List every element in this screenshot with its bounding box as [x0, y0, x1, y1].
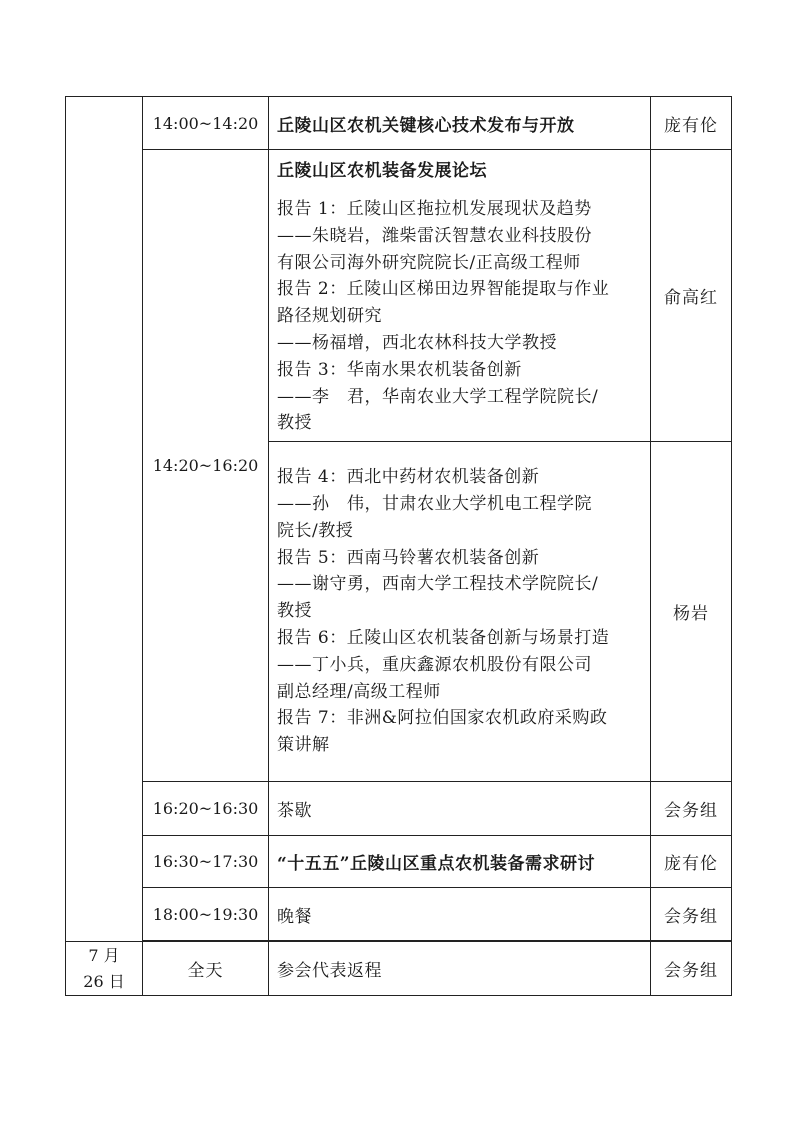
report-line: 报告 7：非洲&阿拉伯国家农机政府采购政 — [277, 708, 608, 729]
host-cell: 杨岩 — [651, 442, 732, 782]
forum-cell-part-b — [269, 442, 651, 782]
time-cell: 16:30~17:30 — [143, 836, 269, 888]
table-row — [66, 150, 732, 442]
date-cell-empty — [66, 97, 143, 942]
table-row — [66, 888, 732, 941]
time-cell: 18:00~19:30 — [143, 888, 269, 941]
time-cell: 16:20~16:30 — [143, 782, 269, 836]
report-line: ——谢守勇，西南大学工程技术学院院长/ — [277, 574, 599, 595]
table-row — [66, 97, 732, 150]
report-line: ——李 君，华南农业大学工程学院院长/ — [277, 386, 599, 407]
report-line: 路径规划研究 — [277, 306, 382, 327]
date-day: 26 日 — [83, 971, 125, 991]
report-line: 报告 2：丘陵山区梯田边界智能提取与作业 — [277, 279, 610, 300]
date-month: 7 月 — [88, 945, 120, 965]
host-cell: 庞有伦 — [651, 836, 732, 888]
host-cell: 会务组 — [651, 782, 732, 836]
forum-cell-part-a — [269, 150, 651, 442]
report-line: 报告 3：华南水果农机装备创新 — [277, 359, 522, 380]
time-cell: 14:00~14:20 — [143, 97, 269, 150]
forum-title: 丘陵山区农机装备发展论坛 — [277, 161, 487, 181]
report-line: 策讲解 — [277, 735, 330, 756]
host-cell: 会务组 — [651, 888, 732, 941]
topic-cell: 参会代表返程 — [269, 942, 651, 996]
table-row — [66, 836, 732, 888]
report-line: ——孙 伟，甘肃农业大学机电工程学院 — [277, 493, 592, 514]
topic-cell: 晚餐 — [269, 888, 651, 941]
time-cell: 全天 — [143, 942, 269, 996]
time-cell: 14:20~16:20 — [143, 150, 269, 782]
report-line: 教授 — [277, 413, 312, 434]
report-line: ——丁小兵，重庆鑫源农机股份有限公司 — [277, 654, 592, 675]
report-line: 有限公司海外研究院院长/正高级工程师 — [277, 252, 581, 273]
date-cell — [66, 942, 143, 996]
topic-cell: “十五五”丘陵山区重点农机装备需求研讨 — [269, 836, 651, 888]
report-list-b — [277, 442, 642, 781]
report-line: ——朱晓岩，潍柴雷沃智慧农业科技股份 — [277, 225, 592, 246]
report-list-a — [277, 196, 642, 441]
report-line: 教授 — [277, 601, 312, 622]
table-row — [66, 782, 732, 836]
topic-cell: 丘陵山区农机关键核心技术发布与开放 — [269, 97, 651, 150]
topic-cell: 茶歇 — [269, 782, 651, 836]
report-line: 报告 4：西北中药材农机装备创新 — [277, 467, 540, 488]
report-line: 副总经理/高级工程师 — [277, 681, 441, 702]
host-cell: 会务组 — [651, 942, 732, 996]
table-row — [66, 942, 732, 996]
host-cell: 庞有伦 — [651, 97, 732, 150]
schedule-table — [65, 96, 732, 996]
report-line: 院长/教授 — [277, 520, 354, 541]
report-line: ——杨福增，西北农林科技大学教授 — [277, 332, 557, 353]
report-line: 报告 6：丘陵山区农机装备创新与场景打造 — [277, 627, 610, 648]
report-line: 报告 5：西南马铃薯农机装备创新 — [277, 547, 540, 568]
report-line: 报告 1：丘陵山区拖拉机发展现状及趋势 — [277, 199, 592, 219]
host-cell: 俞高红 — [651, 150, 732, 442]
